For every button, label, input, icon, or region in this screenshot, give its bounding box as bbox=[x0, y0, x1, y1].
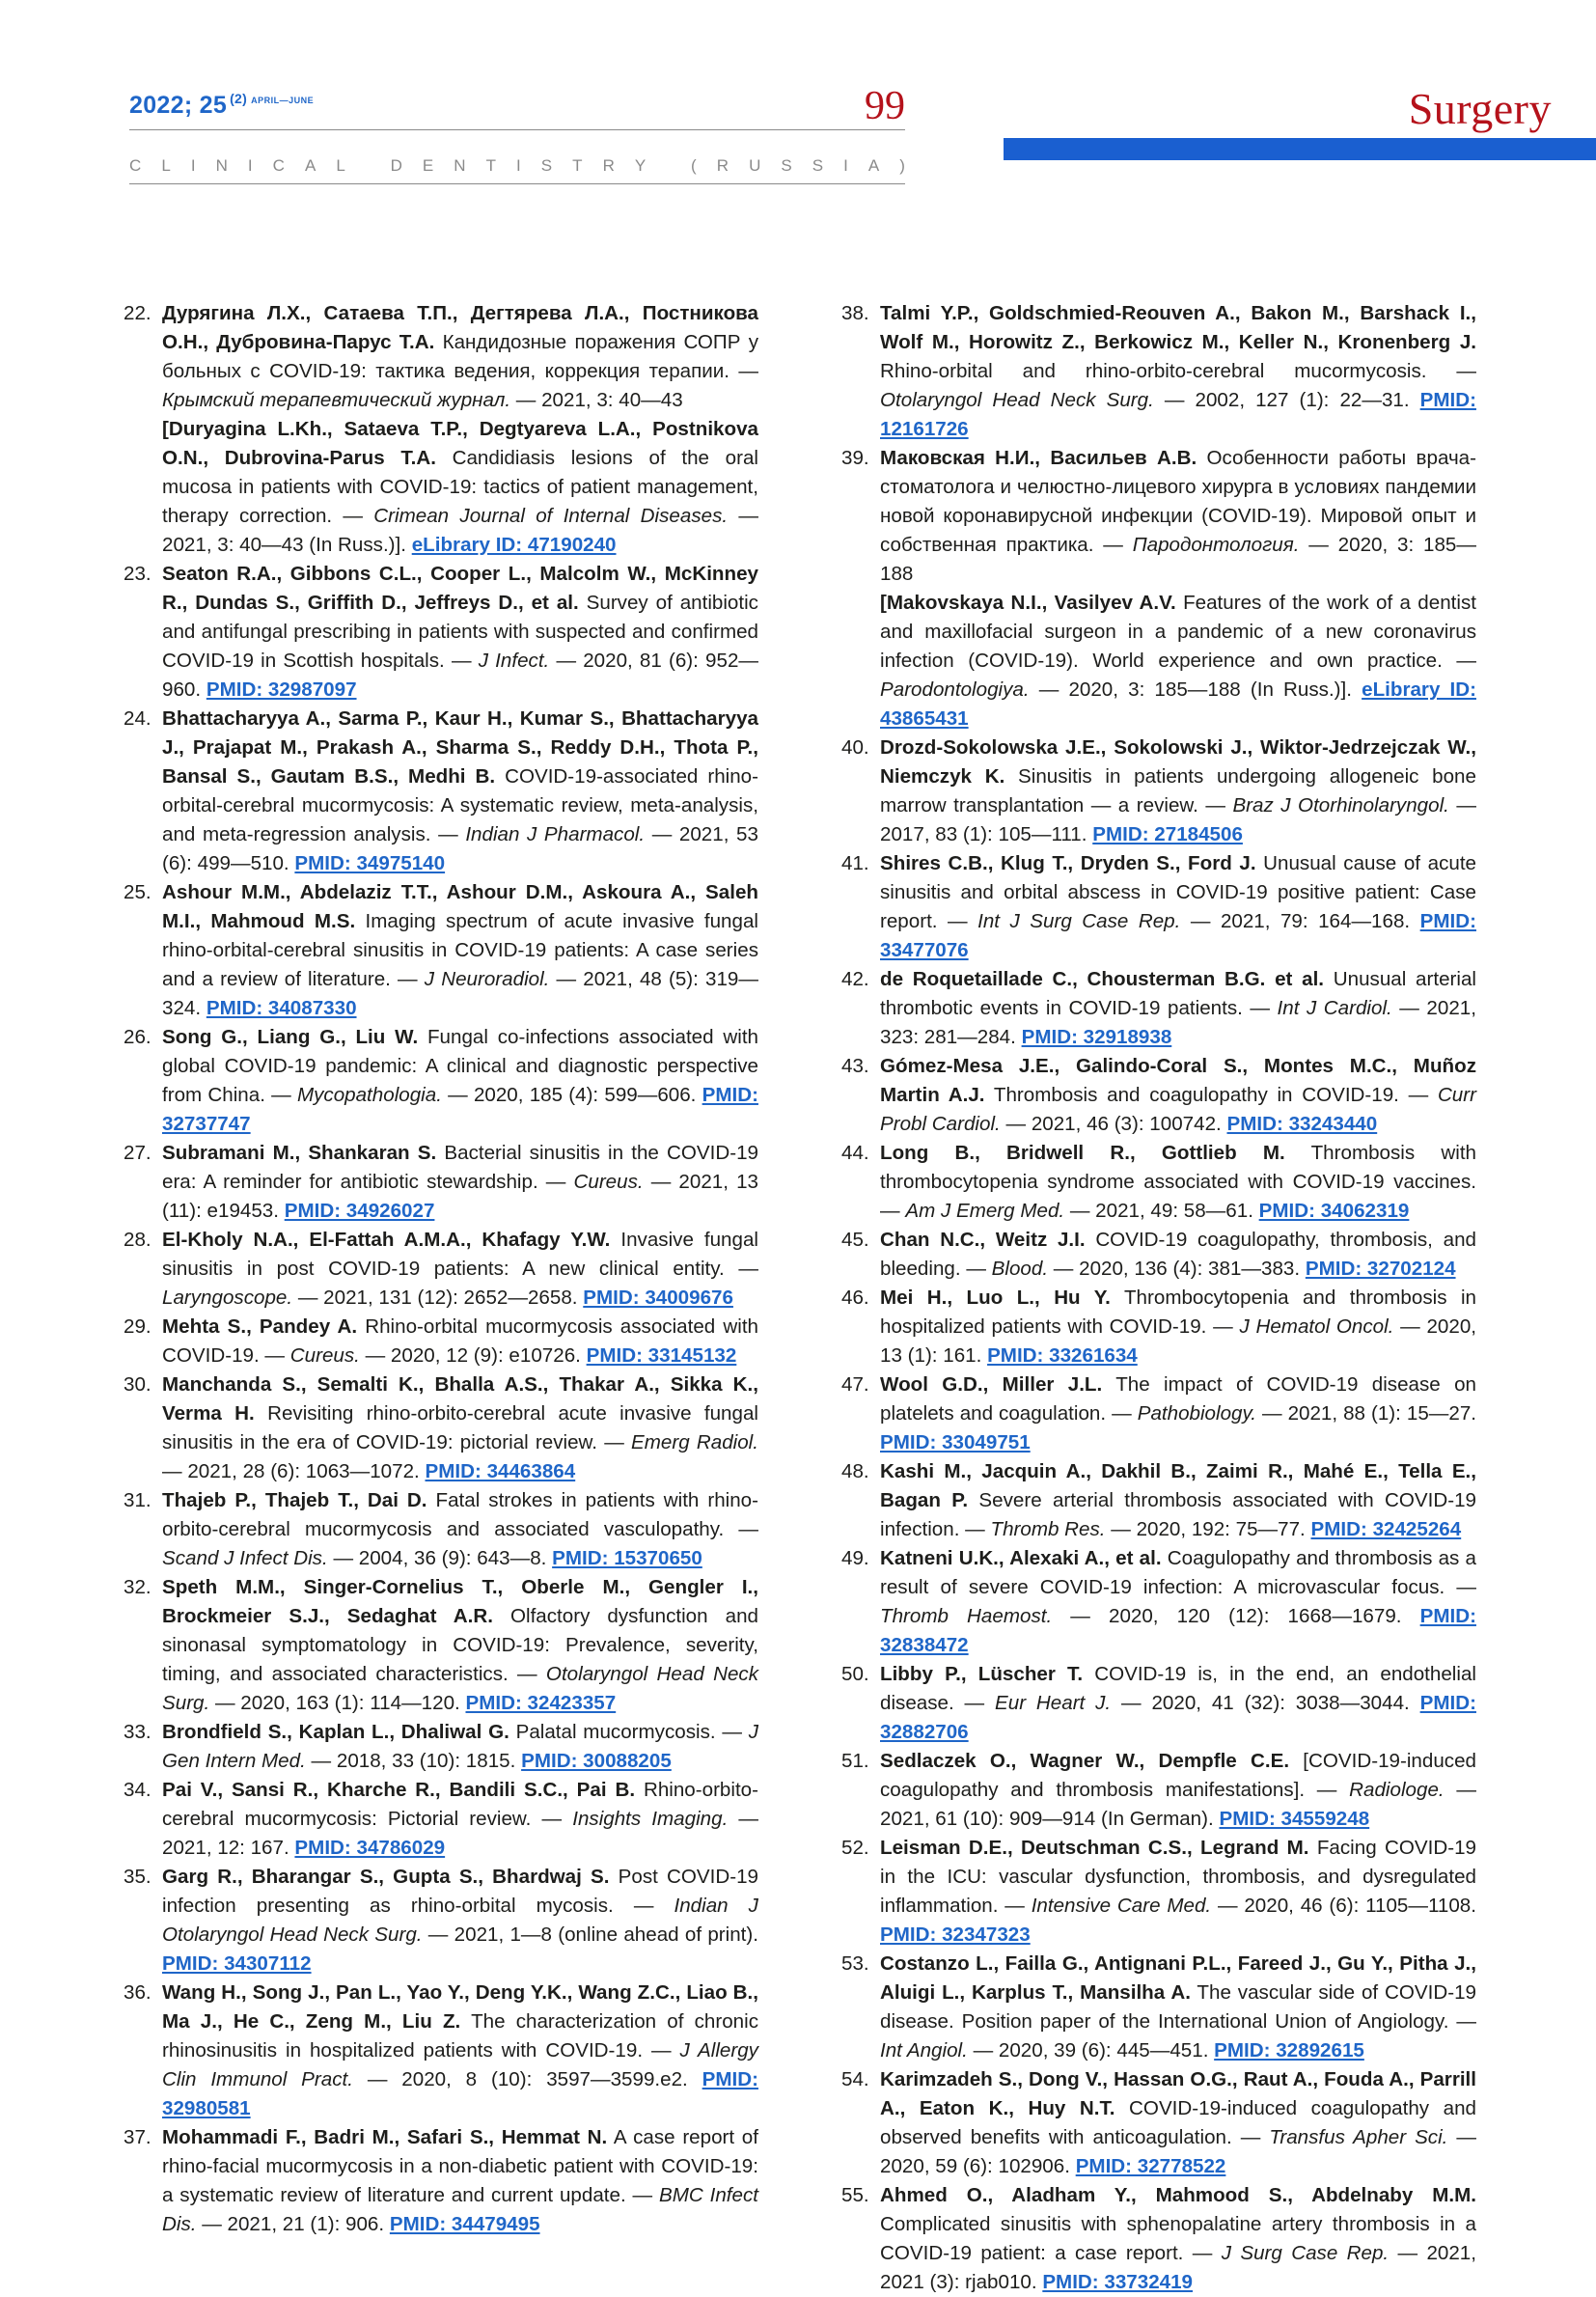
journal-letter: S bbox=[540, 156, 553, 175]
reference-link[interactable]: PMID: 32702124 bbox=[1305, 1258, 1456, 1280]
reference-item bbox=[841, 1226, 1476, 1284]
section-color-bar bbox=[1004, 138, 1596, 160]
reference-journal: Крымский терапевтический журнал. bbox=[162, 389, 511, 411]
journal-letter: T bbox=[485, 156, 496, 175]
reference-details: — 2021, 53 (6): 499—510. bbox=[162, 823, 758, 874]
reference-authors: Long B., Bridwell R., Gottlieb M. bbox=[880, 1142, 1285, 1164]
reference-journal: Scand J Infect Dis. bbox=[162, 1547, 328, 1569]
reference-item bbox=[124, 299, 758, 560]
reference-link[interactable]: PMID: 32987097 bbox=[206, 678, 357, 701]
reference-authors: Gómez-Mesa J.E., Galindo-Coral S., Montes M.C., Muñoz Martin A.J. bbox=[880, 1055, 1476, 1106]
reference-details: — 2020, 136 (4): 381—383. bbox=[1053, 1258, 1301, 1280]
reference-number: 24. bbox=[124, 707, 151, 730]
reference-number: 53. bbox=[841, 1952, 869, 1975]
references-column-left bbox=[124, 299, 758, 2239]
reference-journal: Transfus Apher Sci. bbox=[1269, 2126, 1448, 2148]
reference-item bbox=[841, 1457, 1476, 1544]
reference-title: COVID-19 coagulopathy, thrombosis, and bleeding. — bbox=[880, 1229, 1476, 1280]
reference-item bbox=[124, 1573, 758, 1718]
reference-authors: Brondfield S., Kaplan L., Dhaliwal G. bbox=[162, 1721, 509, 1743]
reference-number: 45. bbox=[841, 1229, 869, 1251]
journal-letter: S bbox=[781, 156, 792, 175]
reference-details: — 2020, 13 (1): 161. bbox=[880, 1315, 1476, 1367]
reference-link[interactable]: PMID: 34559248 bbox=[1219, 1808, 1370, 1830]
reference-title: Post COVID-19 infection presenting as rhino-orbital mycosis. — bbox=[162, 1866, 758, 1917]
reference-link[interactable]: PMID: 34087330 bbox=[206, 997, 357, 1019]
reference-title: Revisiting rhino-orbito-cerebral acute invasive fungal sinusitis in the era of COVID-19: pictorial review. — bbox=[162, 1402, 758, 1453]
reference-details: — 2020, 163 (1): 114—120. bbox=[214, 1692, 460, 1714]
reference-authors: Kashi M., Jacquin A., Dakhil B., Zaimi R., Mahé E., Tella E., Bagan P. bbox=[880, 1460, 1476, 1511]
translation-details: — 2021, 3: 40—43 (In Russ.)]. bbox=[162, 505, 758, 556]
journal-letter: L bbox=[336, 156, 345, 175]
reference-details: — 2021, 13 (11): e19453. bbox=[162, 1171, 758, 1222]
reference-link[interactable]: eLibrary ID: 43865431 bbox=[880, 678, 1476, 730]
reference-title: Unusual arterial thrombotic events in COVID-19 patients. — bbox=[880, 968, 1476, 1019]
journal-letter: I bbox=[247, 156, 253, 175]
reference-item bbox=[124, 560, 758, 705]
reference-authors: Seaton R.A., Gibbons C.L., Cooper L., Malcolm W., McKinney R., Dundas S., Griffith D., Jeffreys D., et al. bbox=[162, 563, 758, 614]
translation-authors: [Makovskaya N.I., Vasilyev A.V. bbox=[880, 592, 1176, 614]
journal-letter bbox=[366, 156, 371, 176]
reference-number: 41. bbox=[841, 852, 869, 874]
reference-item bbox=[841, 444, 1476, 733]
reference-item bbox=[124, 1718, 758, 1776]
journal-letter: N bbox=[215, 156, 228, 175]
journal-letter: I bbox=[190, 156, 196, 175]
reference-number: 38. bbox=[841, 302, 869, 324]
reference-authors: de Roquetaillade C., Chousterman B.G. et al. bbox=[880, 968, 1325, 990]
reference-title: Rhino-orbital and rhino-orbito-cerebral mucormycosis. — bbox=[880, 360, 1476, 382]
reference-title: Fatal strokes in patients with rhino-orbito-cerebral mucormycosis and associated vasculopathy. — bbox=[162, 1489, 758, 1540]
reference-number: 30. bbox=[124, 1373, 151, 1396]
reference-journal: J Surg Case Rep. bbox=[1221, 2242, 1390, 2264]
reference-link[interactable]: PMID: 30088205 bbox=[521, 1750, 672, 1772]
reference-link[interactable]: PMID: 34062319 bbox=[1258, 1200, 1410, 1222]
reference-authors: Leisman D.E., Deutschman C.S., Legrand M. bbox=[880, 1837, 1309, 1859]
reference-number: 31. bbox=[124, 1489, 151, 1511]
reference-number: 28. bbox=[124, 1229, 151, 1251]
reference-authors: Mei H., Luo L., Hu Y. bbox=[880, 1287, 1111, 1309]
reference-journal: Pathobiology. bbox=[1137, 1402, 1256, 1425]
reference-number: 35. bbox=[124, 1866, 151, 1888]
reference-details: — 2021, 28 (6): 1063—1072. bbox=[162, 1460, 420, 1482]
reference-number: 49. bbox=[841, 1547, 869, 1569]
reference-details: — 2004, 36 (9): 643—8. bbox=[333, 1547, 547, 1569]
reference-journal: Blood. bbox=[991, 1258, 1049, 1280]
reference-authors: Shires C.B., Klug T., Dryden S., Ford J. bbox=[880, 852, 1256, 874]
reference-translation bbox=[880, 589, 1476, 733]
reference-details: — 2021, 323: 281—284. bbox=[880, 997, 1476, 1048]
reference-number: 39. bbox=[841, 447, 869, 469]
reference-title: Sinusitis in patients undergoing allogeneic bone marrow transplantation — a review. — bbox=[880, 765, 1476, 816]
reference-details: — 2020, 192: 75—77. bbox=[1111, 1518, 1306, 1540]
reference-link[interactable]: PMID: 32918938 bbox=[1021, 1026, 1172, 1048]
reference-title: Thrombocytopenia and thrombosis in hospitalized patients with COVID-19. — bbox=[880, 1287, 1476, 1338]
reference-link[interactable]: PMID: 34975140 bbox=[294, 852, 446, 874]
reference-details: — 2021, 3: 40—43 bbox=[515, 389, 683, 411]
reference-authors: Sedlaczek O., Wagner W., Dempfle C.E. bbox=[880, 1750, 1290, 1772]
journal-letter: C bbox=[272, 156, 285, 175]
reference-journal: Curr Probl Cardiol. bbox=[880, 1084, 1476, 1135]
reference-item bbox=[124, 1486, 758, 1573]
reference-authors: Mehta S., Pandey A. bbox=[162, 1315, 358, 1338]
reference-number: 37. bbox=[124, 2126, 151, 2148]
reference-title: Rhino-orbital mucormycosis associated with COVID-19. — bbox=[162, 1315, 758, 1367]
header-rule-top bbox=[129, 129, 905, 130]
reference-link[interactable]: PMID: 32838472 bbox=[880, 1605, 1476, 1656]
translation-title: Features of the work of a dentist and maxillofacial surgeon in a pandemic of a new coronavirus infection (COVID-19). World experience and own practice. — bbox=[880, 592, 1476, 672]
reference-item bbox=[841, 733, 1476, 849]
reference-title: Unusual cause of acute sinusitis and orbital abscess in COVID-19 positive patient: Case report. — bbox=[880, 852, 1476, 932]
reference-title: Imaging spectrum of acute invasive fungal rhino-orbital-cerebral sinusitis in COVID-19 patients: A case series and a review of literature. — bbox=[162, 910, 758, 990]
reference-title: Rhino-orbito-cerebral mucormycosis: Pictorial review. — bbox=[162, 1779, 758, 1830]
reference-item bbox=[841, 1747, 1476, 1834]
reference-link[interactable]: PMID: 33145132 bbox=[586, 1344, 737, 1367]
reference-number: 34. bbox=[124, 1779, 151, 1801]
reference-item bbox=[841, 1544, 1476, 1660]
reference-link[interactable]: PMID: 33477076 bbox=[880, 910, 1476, 961]
reference-link[interactable]: PMID: 32882706 bbox=[880, 1692, 1476, 1743]
reference-authors: Bhattacharyya A., Sarma P., Kaur H., Kumar S., Bhattacharyya J., Prajapat M., Prakash A., Sharma S., Reddy D.H., Thota P., Bansal S., Gautam B.S., Medhi B. bbox=[162, 707, 758, 788]
reference-journal: Eur Heart J. bbox=[995, 1692, 1112, 1714]
reference-link[interactable]: PMID: 33049751 bbox=[880, 1431, 1031, 1453]
section-title: Surgery bbox=[1408, 84, 1552, 133]
reference-number: 23. bbox=[124, 563, 151, 585]
reference-title: COVID-19-induced coagulopathy and observed benefits with anticoagulation. — bbox=[880, 2097, 1476, 2148]
journal-letter: L bbox=[161, 156, 171, 175]
reference-link[interactable]: PMID: 34307112 bbox=[162, 1952, 312, 1975]
reference-number: 27. bbox=[124, 1142, 151, 1164]
reference-number: 25. bbox=[124, 881, 151, 903]
reference-item bbox=[124, 1979, 758, 2123]
reference-title: A case report of rhino-facial mucormycosis in a non-diabetic patient with COVID-19: a systematic review of literature and current update. — bbox=[162, 2126, 758, 2206]
reference-title: Bacterial sinusitis in the COVID-19 era: A reminder for antibiotic stewardship. — bbox=[162, 1142, 758, 1193]
reference-title: Thrombosis and coagulopathy in COVID-19. — bbox=[993, 1084, 1429, 1106]
reference-item bbox=[124, 1313, 758, 1370]
reference-number: 26. bbox=[124, 1026, 151, 1048]
translation-authors: [Duryagina L.Kh., Sataeva T.P., Degtyareva L.A., Postnikova O.N., Dubrovina-Parus T.A. bbox=[162, 418, 758, 469]
reference-link[interactable]: eLibrary ID: 47190240 bbox=[411, 534, 617, 556]
reference-link[interactable]: PMID: 33261634 bbox=[987, 1344, 1138, 1367]
reference-journal: Braz J Otorhinolaryngol. bbox=[1232, 794, 1449, 816]
reference-item bbox=[841, 1370, 1476, 1457]
translation-details: — 2020, 3: 185—188 (In Russ.)]. bbox=[1038, 678, 1352, 701]
journal-letter: E bbox=[422, 156, 434, 175]
reference-authors: Song G., Liang G., Liu W. bbox=[162, 1026, 419, 1048]
references-column-right bbox=[841, 299, 1476, 2297]
reference-title: Особенности работы врача-стоматолога и челюстно-лицевого хирурга в условиях пандемии новой коронавирусной инфекции (COVID-19). Мировой опыт и собственная практика. — bbox=[880, 447, 1476, 556]
issue-info bbox=[129, 91, 314, 120]
journal-letter: A bbox=[304, 156, 316, 175]
reference-journal: Insights Imaging. bbox=[572, 1808, 729, 1830]
reference-item bbox=[841, 2181, 1476, 2297]
reference-link[interactable]: PMID: 32425264 bbox=[1310, 1518, 1462, 1540]
journal-letter: A bbox=[867, 156, 880, 175]
reference-item bbox=[841, 1950, 1476, 2065]
reference-authors: Manchanda S., Semalti K., Bhalla A.S., Thakar A., Sikka K., Verma H. bbox=[162, 1373, 758, 1425]
reference-item bbox=[124, 1370, 758, 1486]
reference-link[interactable]: PMID: 12161726 bbox=[880, 389, 1476, 440]
journal-letter: R bbox=[602, 156, 615, 175]
reference-item bbox=[841, 299, 1476, 444]
reference-title: Survey of antibiotic and antifungal prescribing in patients with suspected and confirmed COVID-19 in Scottish hospitals. — bbox=[162, 592, 758, 672]
journal-letter: I bbox=[516, 156, 521, 175]
reference-authors: Costanzo L., Failla G., Antignani P.L., Fareed J., Gu Y., Pitha J., Aluigi L., Karplus T., Mansilha A. bbox=[880, 1952, 1476, 2004]
reference-journal: Mycopathologia. bbox=[296, 1084, 442, 1106]
reference-details: — 2021, 79: 164—168. bbox=[1190, 910, 1411, 932]
reference-item bbox=[124, 705, 758, 878]
reference-item bbox=[841, 1284, 1476, 1370]
reference-translation bbox=[162, 415, 758, 560]
reference-link[interactable]: PMID: 32737747 bbox=[162, 1084, 758, 1135]
reference-title: Thrombosis with thrombocytopenia syndrome associated with COVID-19 vaccines. — bbox=[880, 1142, 1476, 1222]
reference-number: 50. bbox=[841, 1663, 869, 1685]
reference-link[interactable]: PMID: 34479495 bbox=[389, 2213, 540, 2235]
reference-journal: J Neuroradiol. bbox=[424, 968, 550, 990]
reference-link[interactable]: PMID: 32892615 bbox=[1214, 2039, 1364, 2062]
reference-authors: Thajeb P., Thajeb T., Dai D. bbox=[162, 1489, 427, 1511]
journal-letter: N bbox=[454, 156, 466, 175]
reference-details: — 2021, 131 (12): 2652—2658. bbox=[297, 1287, 578, 1309]
page-number: 99 bbox=[865, 84, 905, 128]
reference-details: — 2020, 41 (32): 3038—3044. bbox=[1121, 1692, 1410, 1714]
reference-authors: Libby P., Lüscher T. bbox=[880, 1663, 1084, 1685]
reference-link[interactable]: PMID: 34009676 bbox=[583, 1287, 733, 1309]
reference-details: — 2021, 46 (3): 100742. bbox=[1005, 1113, 1222, 1135]
reference-item bbox=[841, 1052, 1476, 1139]
reference-number: 33. bbox=[124, 1721, 151, 1743]
reference-journal: Пародонтология. bbox=[1132, 534, 1300, 556]
reference-item bbox=[124, 1023, 758, 1139]
reference-title: [COVID-19-induced coagulopathy and thrombosis manifestations]. — bbox=[880, 1750, 1476, 1801]
reference-authors: El-Kholy N.A., El-Fattah A.M.A., Khafagy Y.W. bbox=[162, 1229, 611, 1251]
reference-details: — 2021, 2021 (3): rjab010. bbox=[880, 2242, 1476, 2293]
reference-journal: BMC Infect Dis. bbox=[162, 2184, 758, 2235]
reference-title: The impact of COVID-19 disease on platelets and coagulation. — bbox=[880, 1373, 1476, 1425]
reference-item bbox=[124, 1226, 758, 1313]
journal-letter: S bbox=[812, 156, 824, 175]
reference-link[interactable]: PMID: 33243440 bbox=[1226, 1113, 1378, 1135]
reference-number: 51. bbox=[841, 1750, 869, 1772]
reference-title: The vascular side of COVID-19 disease. Position paper of the International Union of Angiology. — bbox=[880, 1981, 1476, 2033]
reference-number: 32. bbox=[124, 1576, 151, 1598]
reference-link[interactable]: PMID: 32778522 bbox=[1075, 2155, 1226, 2177]
reference-details: — 2021, 61 (10): 909—914 (In German). bbox=[880, 1779, 1476, 1830]
translation-journal: Crimean Journal of Internal Diseases. bbox=[373, 505, 729, 527]
reference-authors: Speth M.M., Singer-Cornelius T., Oberle M., Gengler I., Brockmeier S.J., Sedaghat A.R. bbox=[162, 1576, 758, 1627]
reference-journal: Cureus. bbox=[573, 1171, 644, 1193]
reference-item bbox=[124, 1863, 758, 1979]
reference-journal: Otolaryngol Head Neck Surg. bbox=[162, 1663, 758, 1714]
reference-title: Severe arterial thrombosis associated with COVID-19 infection. — bbox=[880, 1489, 1476, 1540]
reference-number: 55. bbox=[841, 2184, 869, 2206]
reference-journal: Thromb Haemost. bbox=[880, 1605, 1053, 1627]
reference-number: 36. bbox=[124, 1981, 151, 2004]
reference-title: Coagulopathy and thrombosis as a result of severe COVID-19 infection: A microvascular focus. — bbox=[880, 1547, 1476, 1598]
reference-authors: Ashour M.M., Abdelaziz T.T., Ashour D.M., Askoura A., Saleh M.I., Mahmoud M.S. bbox=[162, 881, 758, 932]
reference-authors: Karimzadeh S., Dong V., Hassan O.G., Raut A., Fouda A., Parrill A., Eaton K., Huy N.T. bbox=[880, 2068, 1476, 2119]
reference-details: — 2021, 48 (5): 319—324. bbox=[162, 968, 758, 1019]
reference-number: 44. bbox=[841, 1142, 869, 1164]
header-rule-bottom bbox=[129, 183, 905, 184]
reference-title: Invasive fungal sinusitis in post COVID-19 patients: A new clinical entity. — bbox=[162, 1229, 758, 1280]
reference-details: — 2020, 185 (4): 599—606. bbox=[448, 1084, 697, 1106]
translation-journal: Parodontologiya. bbox=[880, 678, 1030, 701]
reference-number: 43. bbox=[841, 1055, 869, 1077]
reference-details: — 2020, 46 (6): 1105—1108. bbox=[1217, 1895, 1476, 1917]
reference-title: Кандидозные поражения СОПР у больных с COVID-19: тактика ведения, коррекция терапии. — bbox=[162, 331, 758, 382]
reference-item bbox=[124, 1139, 758, 1226]
reference-details: — 2021, 1—8 (online ahead of print). bbox=[427, 1923, 758, 1946]
reference-journal: Radiologe. bbox=[1349, 1779, 1445, 1801]
reference-details: — 2020, 81 (6): 952—960. bbox=[162, 650, 759, 701]
reference-authors: Mohammadi F., Badri M., Safari S., Hemmat N. bbox=[162, 2126, 608, 2148]
reference-journal: Indian J Otolaryngol Head Neck Surg. bbox=[162, 1895, 758, 1946]
reference-title: The characterization of chronic rhinosinusitis in hospitalized patients with COVID-19. — bbox=[162, 2010, 758, 2062]
issue-number: (2) bbox=[230, 91, 248, 106]
reference-details: — 2020, 3: 185—188 bbox=[880, 534, 1476, 585]
reference-journal: Laryngoscope. bbox=[162, 1287, 293, 1309]
reference-item bbox=[124, 1776, 758, 1863]
reference-details: — 2021, 88 (1): 15—27. bbox=[1261, 1402, 1476, 1425]
reference-journal: Emerg Radiol. bbox=[631, 1431, 758, 1453]
reference-authors: Wang H., Song J., Pan L., Yao Y., Deng Y.K., Wang Z.C., Liao B., Ma J., He C., Zeng M., Liu Z. bbox=[162, 1981, 758, 2033]
reference-title: Fungal co-infections associated with global COVID-19 pandemic: A clinical and diagnostic perspective from China. — bbox=[162, 1026, 758, 1106]
reference-item bbox=[124, 878, 758, 1023]
reference-link[interactable]: PMID: 32980581 bbox=[162, 2068, 758, 2119]
reference-journal: Otolaryngol Head Neck Surg. bbox=[880, 389, 1154, 411]
journal-letter bbox=[666, 156, 671, 176]
reference-item bbox=[841, 849, 1476, 965]
reference-details: — 2020, 8 (10): 3597—3599.e2. bbox=[367, 2068, 688, 2090]
reference-number: 48. bbox=[841, 1460, 869, 1482]
reference-link[interactable]: PMID: 34786029 bbox=[294, 1837, 446, 1859]
reference-item bbox=[841, 965, 1476, 1052]
reference-details: — 2020, 120 (12): 1668—1679. bbox=[1070, 1605, 1402, 1627]
reference-link[interactable]: PMID: 34926027 bbox=[284, 1200, 435, 1222]
reference-title: Palatal mucormycosis. — bbox=[515, 1721, 742, 1743]
reference-authors: Garg R., Bharangar S., Gupta S., Bhardwaj S. bbox=[162, 1866, 610, 1888]
journal-letter: R bbox=[716, 156, 729, 175]
reference-number: 52. bbox=[841, 1837, 869, 1859]
reference-link[interactable]: PMID: 27184506 bbox=[1092, 823, 1243, 845]
journal-letter: ( bbox=[691, 156, 697, 175]
reference-authors: Katneni U.K., Alexaki A., et al. bbox=[880, 1547, 1162, 1569]
journal-letter: C bbox=[129, 156, 142, 175]
reference-item bbox=[841, 1660, 1476, 1747]
reference-journal: J Allergy Clin Immunol Pract. bbox=[162, 2039, 758, 2090]
journal-letter: ) bbox=[899, 156, 905, 175]
issue-months: APRIL—JUNE bbox=[251, 96, 315, 105]
reference-details: — 2021, 49: 58—61. bbox=[1069, 1200, 1253, 1222]
journal-name bbox=[129, 156, 905, 176]
reference-title: COVID-19-associated rhino-orbital-cerebral mucormycosis: A systematic review, meta-analysis, and meta-regression analysis. — bbox=[162, 765, 758, 845]
reference-journal: Intensive Care Med. bbox=[1031, 1895, 1212, 1917]
reference-journal: Int Angiol. bbox=[880, 2039, 968, 2062]
reference-authors: Pai V., Sansi R., Kharche R., Bandili S.C., Pai B. bbox=[162, 1779, 636, 1801]
reference-details: — 2018, 33 (10): 1815. bbox=[311, 1750, 516, 1772]
reference-link[interactable]: PMID: 33732419 bbox=[1042, 2271, 1194, 2293]
reference-details: — 2020, 39 (6): 445—451. bbox=[973, 2039, 1209, 2062]
reference-authors: Маковская Н.И., Васильев А.В. bbox=[880, 447, 1197, 469]
reference-number: 47. bbox=[841, 1373, 869, 1396]
reference-number: 40. bbox=[841, 736, 869, 759]
reference-details: — 2020, 59 (6): 102906. bbox=[880, 2126, 1476, 2177]
reference-item bbox=[841, 1834, 1476, 1950]
journal-letter: Y bbox=[634, 156, 647, 175]
translation-title: Candidiasis lesions of the oral mucosa in patients with COVID-19: tactics of patient management, therapy correction. — bbox=[162, 447, 758, 527]
journal-letter: D bbox=[390, 156, 402, 175]
reference-link[interactable]: PMID: 32347323 bbox=[880, 1923, 1031, 1946]
reference-authors: Дурягина Л.Х., Сатаева Т.П., Дегтярева Л.А., Постникова О.Н., Дубровина-Парус Т.А. bbox=[162, 302, 758, 353]
reference-authors: Subramani M., Shankaran S. bbox=[162, 1142, 437, 1164]
issue-year-volume: 2022; 25 bbox=[129, 92, 228, 119]
reference-journal: Cureus. bbox=[289, 1344, 360, 1367]
reference-details: — 2002, 127 (1): 22—31. bbox=[1164, 389, 1410, 411]
reference-journal: Thromb Res. bbox=[990, 1518, 1106, 1540]
reference-journal: J Gen Intern Med. bbox=[162, 1721, 758, 1772]
reference-authors: Ahmed O., Aladham Y., Mahmood S., Abdelnaby M.M. bbox=[880, 2184, 1476, 2206]
reference-authors: Talmi Y.P., Goldschmied-Reouven A., Bakon M., Barshack I., Wolf M., Horowitz Z., Berkowicz M., Keller N., Kronenberg J. bbox=[880, 302, 1476, 353]
reference-authors: Wool G.D., Miller J.L. bbox=[880, 1373, 1103, 1396]
reference-item bbox=[124, 2123, 758, 2239]
journal-letter: T bbox=[572, 156, 583, 175]
reference-link[interactable]: PMID: 34463864 bbox=[425, 1460, 576, 1482]
reference-number: 29. bbox=[124, 1315, 151, 1338]
reference-details: — 2021, 12: 167. bbox=[162, 1808, 759, 1859]
reference-journal: Int J Surg Case Rep. bbox=[977, 910, 1181, 932]
reference-details: — 2020, 12 (9): e10726. bbox=[365, 1344, 581, 1367]
reference-journal: Am J Emerg Med. bbox=[905, 1200, 1065, 1222]
reference-number: 54. bbox=[841, 2068, 869, 2090]
reference-journal: Int J Cardiol. bbox=[1277, 997, 1392, 1019]
reference-item bbox=[841, 1139, 1476, 1226]
reference-item bbox=[841, 2065, 1476, 2181]
reference-authors: Chan N.C., Weitz J.I. bbox=[880, 1229, 1086, 1251]
reference-title: Complicated sinusitis with sphenopalatine artery thrombosis in a COVID-19 patient: a case report. — bbox=[880, 2213, 1476, 2264]
reference-authors: Drozd-Sokolowska J.E., Sokolowski J., Wiktor-Jedrzejczak W., Niemczyk K. bbox=[880, 736, 1476, 788]
reference-details: — 2017, 83 (1): 105—111. bbox=[880, 794, 1476, 845]
reference-number: 46. bbox=[841, 1287, 869, 1309]
reference-number: 22. bbox=[124, 302, 151, 324]
reference-journal: J Infect. bbox=[478, 650, 550, 672]
reference-title: Facing COVID-19 in the ICU: vascular dysfunction, thrombosis, and dysregulated inflammation. — bbox=[880, 1837, 1476, 1917]
reference-number: 42. bbox=[841, 968, 869, 990]
reference-link[interactable]: PMID: 32423357 bbox=[465, 1692, 617, 1714]
journal-letter: U bbox=[749, 156, 761, 175]
reference-journal: Indian J Pharmacol. bbox=[465, 823, 646, 845]
reference-title: COVID-19 is, in the end, an endothelial disease. — bbox=[880, 1663, 1476, 1714]
reference-link[interactable]: PMID: 15370650 bbox=[552, 1547, 702, 1569]
reference-journal: J Hematol Oncol. bbox=[1239, 1315, 1394, 1338]
journal-letter: I bbox=[843, 156, 848, 175]
reference-title: Olfactory dysfunction and sinonasal symptomatology in COVID-19: Prevalence, severity, timing, and associated characteristics. — bbox=[162, 1605, 758, 1685]
reference-details: — 2021, 21 (1): 906. bbox=[202, 2213, 385, 2235]
